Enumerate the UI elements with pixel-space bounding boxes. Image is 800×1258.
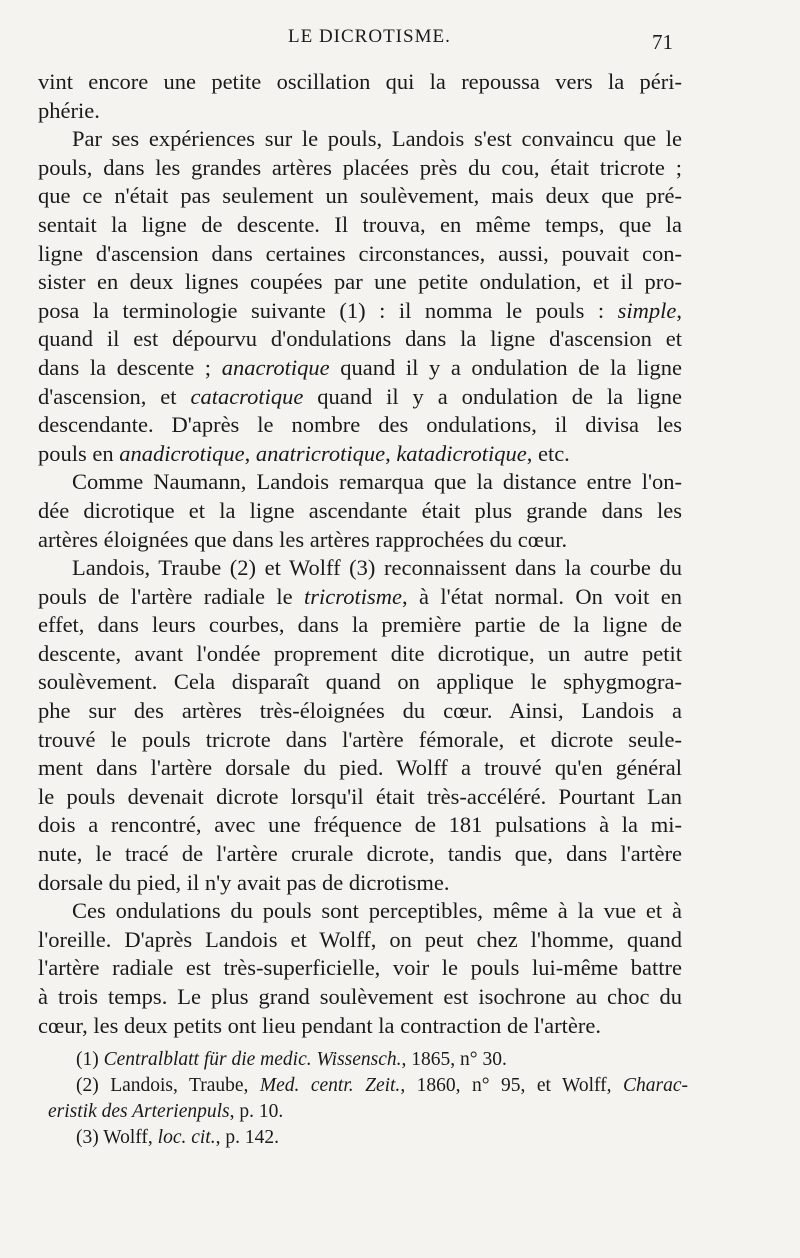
- text-line-34: cœur, les deux petits ont lieu pendant la contraction de l'artère.: [38, 1012, 601, 1038]
- text-run: , à l'état normal. On voit en: [401, 583, 682, 609]
- text-line-19: [38, 583, 682, 612]
- text-line-24: trouvé le pouls tricrote dans l'artère fémorale, et dicrote seule-: [38, 726, 682, 752]
- text-run: posa la terminologie suivante (1) : il nomma le pouls :: [38, 297, 618, 323]
- text-line-25: ment dans l'artère dorsale du pied. Wolff a trouvé qu'en général: [38, 755, 682, 781]
- footnote-2-part-a: (2) Landois, Traube,: [76, 1075, 260, 1096]
- footnote-1-rest: , 1865, n° 30.: [401, 1049, 507, 1070]
- text-run: d'ascension, et: [38, 383, 191, 409]
- text-line-31: l'oreille. D'après Landois et Wolff, on peut chez l'homme, quand: [38, 926, 682, 952]
- text-line-28: nute, le tracé de l'artère crurale dicrote, tandis que, dans l'artère: [38, 841, 682, 867]
- text-line-13: descendante. D'après le nombre des ondulations, il divisa les: [38, 412, 682, 438]
- text-line-22: soulèvement. Cela disparaît quand on applique le sphygmogra-: [38, 669, 682, 695]
- italic-term: tricrotisme: [304, 583, 402, 609]
- italic-term: anatricrotique: [255, 440, 386, 466]
- text-line-26: le pouls devenait dicrote lorsqu'il était très-accéléré. Pourtant Lan: [38, 783, 682, 809]
- text-line-14: [38, 440, 682, 469]
- text-line-10: quand il est dépourvu d'ondulations dans la ligne d'ascension et: [38, 326, 682, 352]
- italic-term: simple: [617, 297, 677, 323]
- text-run: ,: [676, 297, 682, 323]
- text-line-20: effet, dans leurs courbes, dans la première partie de la ligne de: [38, 612, 682, 638]
- text-line-9: [38, 297, 682, 326]
- text-line-21: descente, avant l'ondée proprement dite dicrotique, un autre petit: [38, 640, 682, 666]
- text-run: ,: [385, 440, 397, 466]
- text-run: quand il y a ondulation de la ligne: [329, 354, 683, 380]
- text-line-32: l'artère radiale est très-superficielle, voir le pouls lui-même battre: [38, 955, 682, 981]
- footnote-1-title: Centralblatt für die medic. Wissensch.: [103, 1049, 402, 1070]
- text-line-8: sister en deux lignes coupées par une petite ondulation, et il pro-: [38, 269, 682, 295]
- text-line-11: [38, 354, 682, 383]
- footnote-2-part-c: , p. 10.: [229, 1101, 284, 1122]
- text-run: pouls de l'artère radiale le: [38, 583, 305, 609]
- text-line-2: phérie.: [38, 97, 100, 123]
- footnote-2-part-b: , 1860, n° 95, et Wolff,: [400, 1075, 623, 1096]
- footnote-2-title-start: Charac-: [623, 1075, 688, 1096]
- running-title: LE DICROTISME.: [288, 26, 451, 47]
- footnote-2-continued: [48, 1099, 688, 1125]
- italic-term: anadicrotique: [119, 440, 245, 466]
- running-head: [0, 26, 800, 56]
- text-line-23: phe sur des artères très-éloignées du cœur. Ainsi, Landois a: [38, 698, 682, 724]
- italic-term: catacrotique: [190, 383, 304, 409]
- text-run: dans la descente ;: [38, 354, 222, 380]
- text-line-29: dorsale du pied, il n'y avait pas de dicrotisme.: [38, 869, 450, 895]
- footnote-2-journal: Med. centr. Zeit.: [259, 1075, 401, 1096]
- body-text: [38, 68, 682, 1040]
- footnote-3-ref: loc. cit.: [157, 1127, 216, 1148]
- text-line-1: vint encore une petite oscillation qui la repoussa vers la péri-: [38, 69, 682, 94]
- text-line-27: dois a rencontré, avec une fréquence de 181 pulsations à la mi-: [38, 812, 682, 838]
- footnote-3-part-a: (3) Wolff,: [76, 1127, 158, 1148]
- text-line-16: dée dicrotique et la ligne ascendante était plus grande dans les: [38, 497, 682, 523]
- text-run: pouls en: [38, 440, 120, 466]
- footnote-2-title-end: eristik des Arterienpuls: [48, 1101, 230, 1122]
- footnote-3-part-b: , p. 142.: [215, 1127, 279, 1148]
- text-line-18: Landois, Traube (2) et Wolff (3) reconnaissent dans la courbe du: [72, 555, 682, 581]
- text-line-30: Ces ondulations du pouls sont perceptibles, même à la vue et à: [72, 898, 682, 924]
- text-line-7: ligne d'ascension dans certaines circonstances, aussi, pouvait con-: [38, 240, 682, 266]
- footnotes: [48, 1047, 688, 1151]
- text-run: quand il y a ondulation de la ligne: [303, 383, 682, 409]
- text-line-6: sentait la ligne de descente. Il trouva, en même temps, que la: [38, 211, 682, 237]
- text-line-15: Comme Naumann, Landois remarqua que la distance entre l'on-: [72, 469, 682, 495]
- footnote-3: [48, 1125, 688, 1151]
- text-line-33: à trois temps. Le plus grand soulèvement est isochrone au choc du: [38, 984, 682, 1009]
- italic-term: katadicrotique: [396, 440, 527, 466]
- text-run: , etc.: [526, 440, 570, 466]
- text-run: ,: [244, 440, 256, 466]
- text-line-17: artères éloignées que dans les artères rapprochées du cœur.: [38, 526, 568, 552]
- page-number: 71: [652, 30, 673, 54]
- text-line-3: Par ses expériences sur le pouls, Landois s'est convaincu que le: [72, 126, 682, 152]
- text-line-4: pouls, dans les grandes artères placées près du cou, était tricrote ;: [38, 154, 682, 180]
- footnote-1-number: (1): [76, 1049, 104, 1070]
- footnote-2: [48, 1073, 688, 1099]
- italic-term: anacrotique: [221, 354, 330, 380]
- footnote-1: [48, 1047, 688, 1073]
- text-line-5: que ce n'était pas seulement un soulèvement, mais deux que pré-: [38, 183, 682, 209]
- text-line-12: [38, 383, 682, 412]
